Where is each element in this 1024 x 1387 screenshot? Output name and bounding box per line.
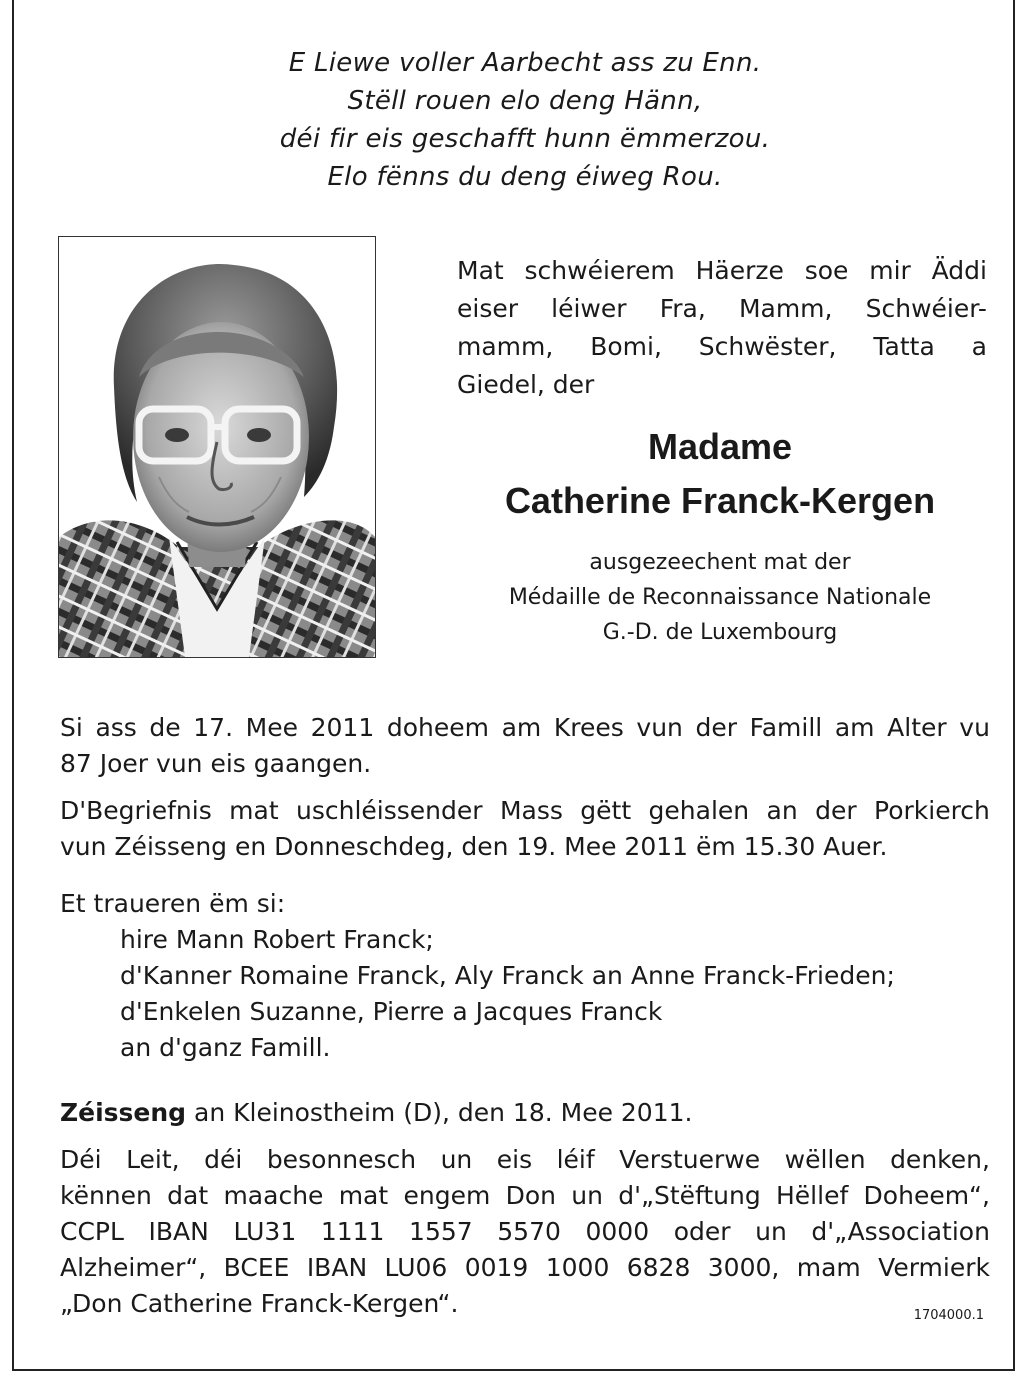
word: léif: [556, 1145, 595, 1174]
word: 3000,: [707, 1253, 780, 1282]
word: Mamm,: [738, 294, 833, 323]
mourner-line: d'Kanner Romaine Franck, Aly Franck an Anne Franck-Frieden;: [120, 961, 895, 990]
poem-line: déi fir eis geschafft hunn ëmmerzou.: [279, 124, 771, 154]
word: Déi: [60, 1145, 102, 1174]
word: 0019: [464, 1253, 529, 1282]
word: oder: [673, 1217, 731, 1246]
portrait-photo: [58, 236, 376, 658]
death-notice-line: 87 Joer vun eis gaangen.: [60, 749, 372, 778]
word: besonnesch: [266, 1145, 417, 1174]
reference-number: 1704000.1: [913, 1308, 984, 1323]
word: 2011: [310, 713, 375, 742]
word: 0000: [585, 1217, 650, 1246]
intro-line: [457, 252, 987, 290]
mourner-line: d'Enkelen Suzanne, Pierre a Jacques Franck: [120, 997, 663, 1026]
word: Tatta: [873, 332, 935, 361]
word: der: [552, 370, 595, 399]
word: wëllen: [784, 1145, 866, 1174]
word: Don: [505, 1181, 556, 1210]
intro-line: [457, 290, 987, 328]
intro-paragraph: [457, 252, 987, 404]
intro-line: [457, 328, 987, 366]
word: Famill: [749, 713, 823, 742]
donation-line: [60, 1142, 990, 1178]
word: 1000: [545, 1253, 610, 1282]
word: CCPL: [60, 1217, 124, 1246]
award-line: G.-D. de Luxembourg: [602, 620, 838, 645]
word: LU06: [384, 1253, 448, 1282]
portrait-illustration: [59, 237, 375, 657]
death-notice-paragraph: [60, 710, 990, 782]
word: mam: [796, 1253, 861, 1282]
award-line: ausgezeechent mat der: [589, 550, 851, 575]
word: Krees: [553, 713, 624, 742]
word: LU31: [233, 1217, 297, 1246]
donation-line: [60, 1250, 990, 1286]
word: D'Begriefnis: [60, 796, 212, 825]
word: Schwéier-: [865, 294, 987, 323]
word: dat: [167, 1181, 209, 1210]
word: déi: [204, 1145, 243, 1174]
funeral-line: [60, 793, 990, 829]
word: Mat: [457, 256, 504, 285]
word: mamm,: [457, 332, 554, 361]
word: mat: [229, 796, 279, 825]
word: un: [755, 1217, 787, 1246]
award-line: Médaille de Reconnaissance Nationale: [508, 585, 932, 610]
word: der: [815, 796, 857, 825]
word: Porkierch: [874, 796, 990, 825]
death-notice-line: [60, 710, 990, 746]
poem: [0, 44, 1024, 196]
word: engem: [403, 1181, 491, 1210]
word: vu: [959, 713, 990, 742]
word: Doheem“,: [863, 1181, 990, 1210]
donation-line: [60, 1178, 990, 1214]
deceased-name: [440, 420, 1000, 528]
mourner-line: an d'ganz Famill.: [120, 1033, 331, 1062]
word: vun: [636, 713, 683, 742]
word: Häerze: [695, 256, 784, 285]
donation-line: „Don Catherine Franck-Kergen“.: [60, 1289, 459, 1318]
word: Alter: [887, 713, 947, 742]
funeral-line: vun Zéisseng en Donneschdeg, den 19. Mee 2011 ëm 15.30 Auer.: [60, 832, 888, 861]
word: Vermierk: [878, 1253, 990, 1282]
word: 6828: [626, 1253, 691, 1282]
word: gëtt: [580, 796, 632, 825]
word: 1111: [320, 1217, 385, 1246]
name-full: Catherine Franck-Kergen: [504, 480, 936, 521]
word: mir: [869, 256, 911, 285]
word: ass: [95, 713, 137, 742]
word: gehalen: [648, 796, 750, 825]
word: mat: [338, 1181, 389, 1210]
donation-paragraph: [60, 1142, 990, 1322]
word: Bomi,: [590, 332, 662, 361]
word: schwéierem: [524, 256, 675, 285]
word: d'„Stëftung: [618, 1181, 761, 1210]
word: eis: [496, 1145, 533, 1174]
word: 1557: [409, 1217, 473, 1246]
intro-line: [457, 366, 987, 404]
word: BCEE: [223, 1253, 290, 1282]
word: kënnen: [60, 1181, 152, 1210]
word: Si: [60, 713, 83, 742]
word: am: [501, 713, 542, 742]
poem-line: Elo fënns du deng éiweg Rou.: [327, 162, 723, 192]
word: a: [971, 332, 987, 361]
place-date-line: [60, 1095, 990, 1131]
word: denken,: [890, 1145, 990, 1174]
word: der: [695, 713, 738, 742]
word: soe: [804, 256, 849, 285]
word: un: [440, 1145, 473, 1174]
mourners-heading: Et traueren ëm si:: [60, 889, 286, 918]
mourner-line: hire Mann Robert Franck;: [120, 925, 434, 954]
funeral-paragraph: [60, 793, 990, 865]
word: Schwëster,: [698, 332, 837, 361]
word: IBAN: [306, 1253, 368, 1282]
word: IBAN: [148, 1217, 209, 1246]
word: de: [149, 713, 181, 742]
place-name: Zéisseng: [60, 1098, 187, 1127]
word: 17.: [193, 713, 234, 742]
place-date-rest: an Kleinostheim (D), den 18. Mee 2011.: [186, 1098, 693, 1127]
word: Fra,: [659, 294, 706, 323]
word: an: [766, 796, 798, 825]
word: Mass: [499, 796, 563, 825]
mourners-section: [60, 886, 990, 1066]
word: eiser: [457, 294, 519, 323]
poem-line: E Liewe voller Aarbecht ass zu Enn.: [288, 48, 762, 78]
name-title: Madame: [647, 426, 793, 467]
word: Verstuerwe: [619, 1145, 761, 1174]
word: Alzheimer“,: [60, 1253, 207, 1282]
word: Leit,: [126, 1145, 180, 1174]
word: am: [834, 713, 875, 742]
award-text: [440, 545, 1000, 650]
word: 5570: [497, 1217, 561, 1246]
word: doheem: [386, 713, 489, 742]
poem-line: Stëll rouen elo deng Hänn,: [347, 86, 703, 116]
word: Äddi: [931, 256, 987, 285]
word: uschléissender: [296, 796, 483, 825]
word: Giedel,: [457, 370, 545, 399]
word: Mee: [245, 713, 298, 742]
word: un: [571, 1181, 603, 1210]
word: Hëllef: [776, 1181, 849, 1210]
donation-line: [60, 1214, 990, 1250]
word: d'„Association: [811, 1217, 990, 1246]
word: léiwer: [551, 294, 627, 323]
word: maache: [223, 1181, 324, 1210]
